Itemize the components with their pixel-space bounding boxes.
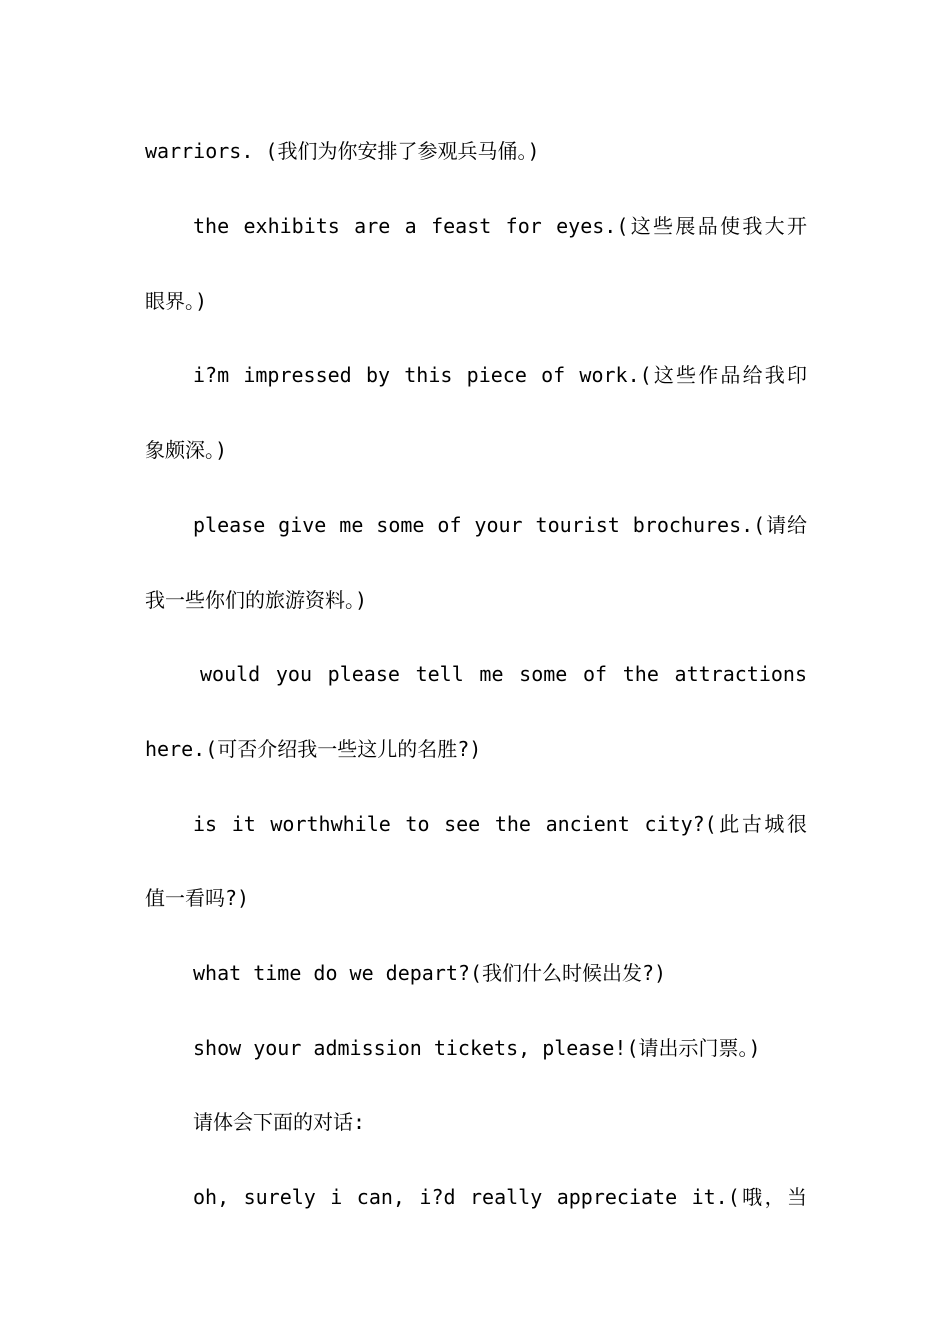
text-line-5: 象颇深。): [145, 438, 228, 462]
text-line-9: here.(可否介绍我一些这儿的名胜?): [145, 737, 482, 761]
text-line-6: please give me some of your tourist brochures.(请给: [193, 513, 807, 537]
text-line-1: warriors. (我们为你安排了参观兵马俑。): [145, 139, 540, 163]
text-line-3: 眼界。): [145, 289, 208, 313]
text-line-10: is it worthwhile to see the ancient city?(此古城很: [193, 812, 807, 836]
text-line-15: oh, surely i can, i?d really appreciate it.(哦，当: [193, 1185, 807, 1209]
text-line-12: what time do we depart?(我们什么时候出发?): [193, 961, 667, 985]
text-line-8: would you please tell me some of the attractions: [200, 662, 807, 686]
text-line-11: 值一看吗?): [145, 886, 250, 910]
text-line-2: the exhibits are a feast for eyes.(这些展品使我大开: [193, 214, 807, 238]
text-line-14: 请体会下面的对话:: [193, 1110, 366, 1134]
text-line-7: 我一些你们的旅游资料。): [145, 588, 368, 612]
text-line-4: i?m impressed by this piece of work.(这些作品给我印: [193, 363, 807, 387]
text-line-13: show your admission tickets, please!(请出示门票。): [193, 1036, 761, 1060]
